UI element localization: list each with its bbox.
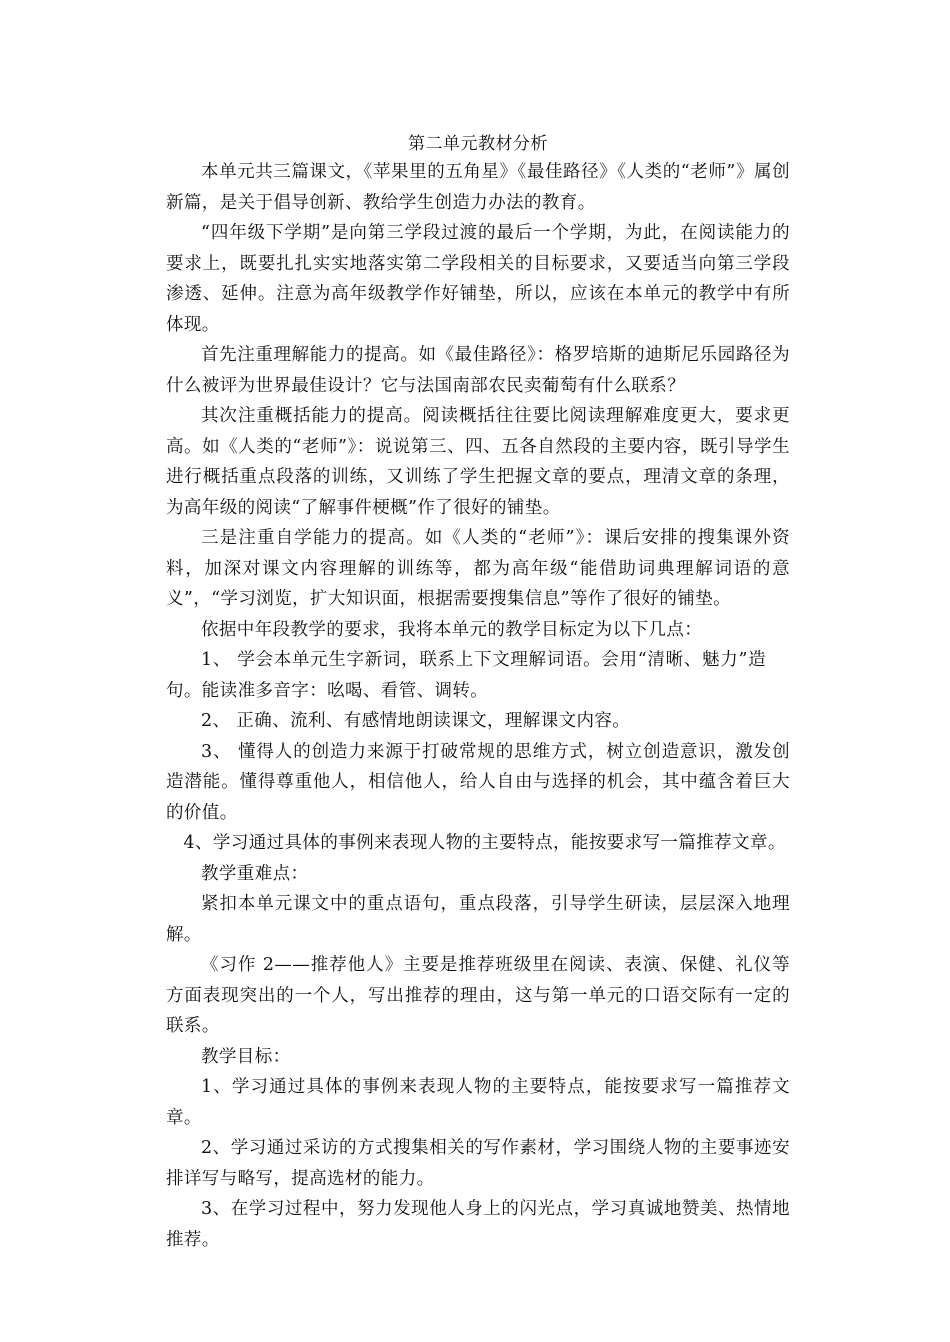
paragraph-self-study: 三是注重自学能力的提高。如《人类的“老师”》：课后安排的搜集课外资料，加深对课文内容理解的训练等，都为高年级“能借助词典理解词语的意义”，“学习浏览，扩大知识面，根据需要搜集信息”等作了很好的铺垫。 (166, 528, 790, 609)
paragraph-grade-transition: “四年级下学期”是向第三学段过渡的最后一个学期，为此，在阅读能力的要求上，既要扎扎实实地落实第二学段相关的目标要求，又要适当向第三学段渗透、延伸。注意为高年级教学作好铺垫，所以，应该在本单元的教学中有所体现。 (166, 223, 790, 335)
paragraph-summarization: 其次注重概括能力的提高。阅读概括往往要比阅读理解难度更大，要求更高。如《人类的“老师”》：说说第三、四、五各自然段的主要内容，既引导学生进行概括重点段落的训练，又训练了学生把握文章的要点，理清文章的条理，为高年级的阅读“了解事件梗概”作了很好的铺垫。 (166, 406, 790, 518)
paragraph-writing-task: 《习作 2——推荐他人》主要是推荐班级里在阅读、表演、保健、礼仪等方面表现突出的一个人，写出推荐的理由，这与第一单元的口语交际有一定的联系。 (166, 955, 790, 1036)
document-title: 第二单元教材分析 (408, 134, 548, 154)
paragraph-teaching-goal-3: 3、在学习过程中，努力发现他人身上的闪光点，学习真诚地赞美、热情地推荐。 (166, 1199, 790, 1250)
heading-teaching-goals: 教学目标： (201, 1046, 291, 1067)
paragraph-goal-4: 4、学习通过具体的事例来表现人物的主要特点，能按要求写一篇推荐文章。 (183, 833, 786, 853)
paragraph-goal-3: 3、 懂得人的创造力来源于打破常规的思维方式，树立创造意识，激发创造潜能。懂得尊重他人，相信他人，给人自由与选择的机会，其中蕴含着巨大的价值。 (166, 741, 790, 823)
paragraph-goal-1: 1、 学会本单元生字新词，联系上下文理解词语。会用“清晰、魅力”造句。能读准多音字：吆喝、看管、调转。 (166, 650, 766, 701)
paragraph-key-points: 紧扣本单元课文中的重点语句，重点段落，引导学生研读，层层深入地理解。 (166, 894, 790, 945)
paragraph-teaching-goal-2: 2、学习通过采访的方式搜集相关的写作素材，学习围绕人物的主要事迹安排详写与略写，提高选材的能力。 (166, 1138, 790, 1189)
paragraph-goal-2: 2、 正确、流利、有感情地朗读课文，理解课文内容。 (201, 711, 631, 731)
paragraph-unit-overview: 本单元共三篇课文，《苹果里的五角星》《最佳路径》《人类的“老师”》属创新篇，是关于倡导创新、教给学生创造力办法的教育。 (166, 162, 790, 213)
document-page (166, 131, 790, 1255)
paragraph-goals-intro: 依据中年段教学的要求，我将本单元的教学目标定为以下几点： (201, 619, 703, 640)
paragraph-comprehension: 首先注重理解能力的提高。如《最佳路径》：格罗培斯的迪斯尼乐园路径为什么被评为世界最佳设计？它与法国南部农民卖葡萄有什么联系？ (166, 345, 790, 396)
paragraph-teaching-goal-1: 1、学习通过具体的事例来表现人物的主要特点，能按要求写一篇推荐文章。 (166, 1077, 790, 1128)
heading-key-points: 教学重难点： (201, 863, 309, 884)
